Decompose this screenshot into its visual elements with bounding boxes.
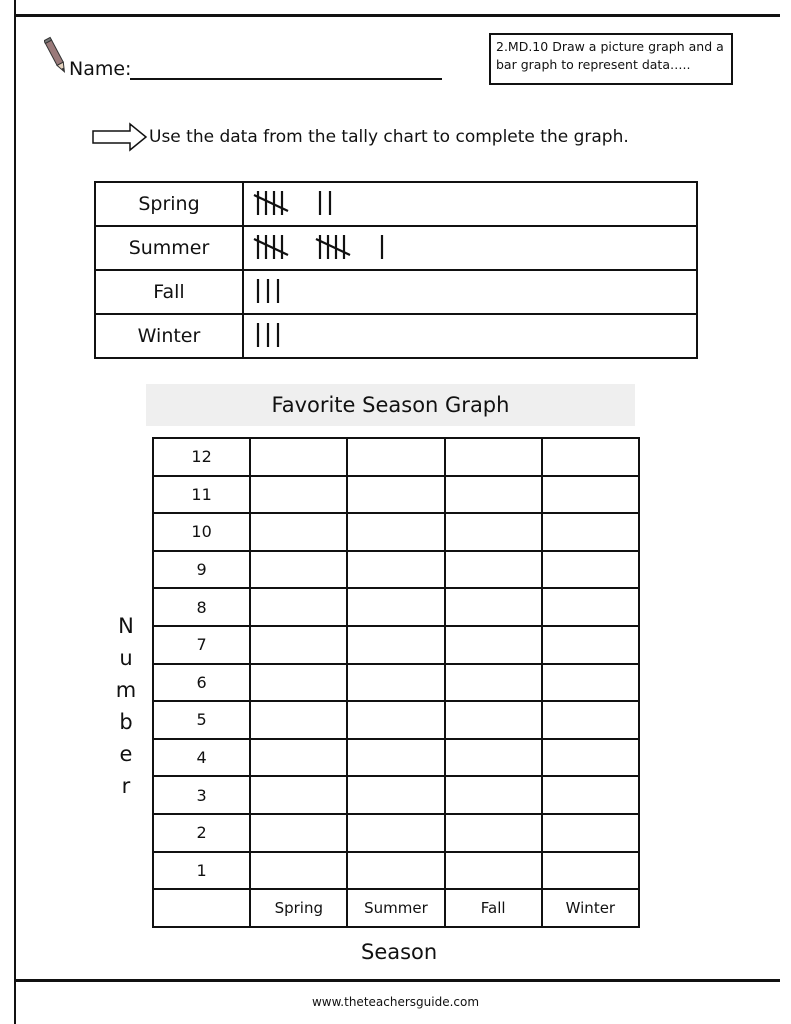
graph-cell[interactable] — [250, 476, 347, 514]
tally-chart — [94, 181, 698, 359]
graph-cell[interactable] — [445, 852, 542, 890]
y-tick-label: 12 — [153, 438, 250, 476]
graph-row — [153, 814, 639, 852]
graph-row — [153, 701, 639, 739]
graph-cell[interactable] — [250, 814, 347, 852]
y-axis-letter: e — [119, 742, 133, 766]
graph-cell[interactable] — [542, 513, 639, 551]
graph-row — [153, 476, 639, 514]
graph-cell[interactable] — [347, 551, 444, 589]
graph-cell[interactable] — [542, 852, 639, 890]
category-row — [153, 889, 639, 927]
graph-row — [153, 588, 639, 626]
tally-marks — [243, 182, 697, 226]
graph-cell[interactable] — [542, 664, 639, 702]
bar-graph-grid — [152, 437, 640, 928]
y-tick-label: 5 — [153, 701, 250, 739]
y-tick-label: 7 — [153, 626, 250, 664]
x-category-label: Fall — [445, 889, 542, 927]
graph-cell[interactable] — [445, 588, 542, 626]
tally-marks-drawing — [244, 271, 544, 309]
graph-cell[interactable] — [250, 588, 347, 626]
graph-cell[interactable] — [347, 739, 444, 777]
tally-marks — [243, 270, 697, 314]
tally-row — [95, 270, 697, 314]
tally-marks-drawing — [244, 227, 544, 265]
graph-cell[interactable] — [542, 551, 639, 589]
graph-cell[interactable] — [347, 476, 444, 514]
tally-row — [95, 226, 697, 270]
x-axis-label: Season — [361, 940, 438, 964]
y-tick-label: 11 — [153, 476, 250, 514]
tally-marks — [243, 314, 697, 358]
footer-url: www.theteachersguide.com — [311, 995, 480, 1009]
graph-cell[interactable] — [445, 739, 542, 777]
graph-cell[interactable] — [542, 739, 639, 777]
standard-text: 2.MD.10 Draw a picture graph and a bar graph to represent data….. — [496, 39, 724, 72]
graph-cell[interactable] — [250, 438, 347, 476]
graph-cell[interactable] — [542, 814, 639, 852]
tally-season-label: Winter — [95, 314, 243, 358]
graph-row — [153, 513, 639, 551]
graph-cell[interactable] — [542, 701, 639, 739]
graph-cell[interactable] — [250, 776, 347, 814]
tally-marks-drawing — [244, 315, 544, 353]
tally-row — [95, 314, 697, 358]
right-arrow-icon — [92, 122, 148, 152]
name-field[interactable] — [130, 56, 442, 80]
graph-row — [153, 776, 639, 814]
graph-cell[interactable] — [347, 814, 444, 852]
left-margin-line — [14, 0, 16, 1024]
tally-season-label: Fall — [95, 270, 243, 314]
bottom-rule — [14, 979, 780, 982]
graph-cell[interactable] — [347, 438, 444, 476]
tally-season-label: Summer — [95, 226, 243, 270]
graph-cell[interactable] — [347, 776, 444, 814]
x-category-label: Winter — [542, 889, 639, 927]
graph-cell[interactable] — [445, 551, 542, 589]
graph-cell[interactable] — [347, 852, 444, 890]
y-axis-letter: N — [118, 614, 134, 638]
standard-box — [489, 33, 733, 85]
tally-season-label: Spring — [95, 182, 243, 226]
y-tick-label: 10 — [153, 513, 250, 551]
graph-row — [153, 551, 639, 589]
tally-row — [95, 182, 697, 226]
graph-cell[interactable] — [542, 776, 639, 814]
y-tick-label: 1 — [153, 852, 250, 890]
y-axis-label — [111, 610, 141, 802]
instruction-text: Use the data from the tally chart to complete the graph. — [149, 127, 629, 147]
x-category-label: Summer — [347, 889, 444, 927]
y-axis-letter: r — [121, 774, 131, 798]
graph-row — [153, 852, 639, 890]
graph-cell[interactable] — [250, 852, 347, 890]
y-tick-label: 2 — [153, 814, 250, 852]
graph-cell[interactable] — [445, 814, 542, 852]
graph-row — [153, 626, 639, 664]
graph-cell[interactable] — [445, 476, 542, 514]
y-axis-letter: u — [119, 646, 133, 670]
graph-cell[interactable] — [250, 551, 347, 589]
y-tick-label: 3 — [153, 776, 250, 814]
graph-cell[interactable] — [445, 438, 542, 476]
x-category-label: Spring — [250, 889, 347, 927]
tally-marks — [243, 226, 697, 270]
graph-cell[interactable] — [250, 626, 347, 664]
y-axis-letter: m — [115, 678, 137, 702]
graph-cell[interactable] — [250, 701, 347, 739]
y-tick-label: 8 — [153, 588, 250, 626]
graph-cell[interactable] — [347, 513, 444, 551]
graph-cell[interactable] — [445, 626, 542, 664]
graph-cell[interactable] — [347, 664, 444, 702]
graph-cell[interactable] — [347, 588, 444, 626]
graph-cell[interactable] — [347, 701, 444, 739]
top-rule — [14, 14, 780, 17]
y-axis-letter: b — [119, 710, 133, 734]
y-tick-label: 4 — [153, 739, 250, 777]
y-tick-label: 9 — [153, 551, 250, 589]
graph-cell[interactable] — [542, 626, 639, 664]
y-tick-label: 6 — [153, 664, 250, 702]
tally-marks-drawing — [244, 183, 544, 221]
graph-title: Favorite Season Graph — [146, 384, 635, 426]
graph-cell[interactable] — [347, 626, 444, 664]
graph-row — [153, 438, 639, 476]
graph-cell[interactable] — [445, 664, 542, 702]
graph-cell[interactable] — [250, 513, 347, 551]
graph-cell[interactable] — [542, 588, 639, 626]
corner-cell — [153, 889, 250, 927]
graph-row — [153, 664, 639, 702]
name-label: Name: — [69, 58, 132, 80]
graph-cell[interactable] — [445, 701, 542, 739]
graph-cell[interactable] — [250, 664, 347, 702]
pencil-icon — [44, 36, 68, 78]
graph-cell[interactable] — [542, 438, 639, 476]
graph-row — [153, 739, 639, 777]
graph-cell[interactable] — [542, 476, 639, 514]
graph-cell[interactable] — [250, 739, 347, 777]
graph-cell[interactable] — [445, 776, 542, 814]
graph-cell[interactable] — [445, 513, 542, 551]
